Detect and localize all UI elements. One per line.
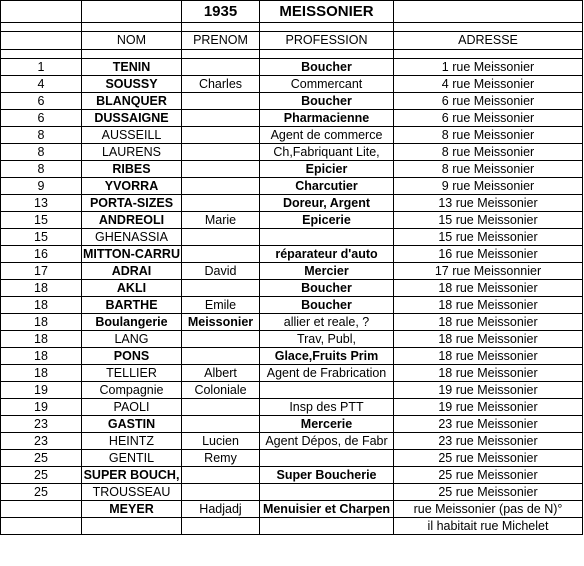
title-year[interactable]: 1935	[182, 1, 260, 23]
table-row	[1, 93, 583, 110]
cell-nom[interactable]: HEINTZ	[82, 433, 182, 450]
cell-prenom[interactable]	[182, 518, 260, 535]
blank-row	[1, 23, 583, 32]
cell-profession[interactable]: Super Boucherie	[260, 467, 394, 484]
cell-profession[interactable]: Trav, Publ,	[260, 331, 394, 348]
cell-num[interactable]: 6	[1, 110, 82, 127]
cell-adresse[interactable]: 18 rue Meissonier	[394, 297, 583, 314]
cell-num[interactable]: 18	[1, 348, 82, 365]
cell-prenom[interactable]	[182, 178, 260, 195]
cell-nom[interactable]: PORTA-SIZES	[82, 195, 182, 212]
cell-profession[interactable]: Agent Dépos, de Fabr	[260, 433, 394, 450]
cell-profession[interactable]: allier et reale, ?	[260, 314, 394, 331]
table-row	[1, 416, 583, 433]
cell-nom[interactable]: SUPER BOUCH,	[82, 467, 182, 484]
cell-profession[interactable]: Ch,Fabriquant Lite,	[260, 144, 394, 161]
cell-nom[interactable]: GASTIN	[82, 416, 182, 433]
cell-nom[interactable]: AKLI	[82, 280, 182, 297]
table-row	[1, 212, 583, 229]
table-row	[1, 195, 583, 212]
table-row	[1, 484, 583, 501]
cell-num[interactable]: 8	[1, 127, 82, 144]
cell-adresse[interactable]: 9 rue Meissonier	[394, 178, 583, 195]
cell[interactable]	[394, 50, 583, 59]
cell-prenom[interactable]: Coloniale	[182, 382, 260, 399]
cell-prenom[interactable]: Albert	[182, 365, 260, 382]
cell-nom[interactable]: GENTIL	[82, 450, 182, 467]
table-row	[1, 297, 583, 314]
header-profession[interactable]: PROFESSION	[260, 32, 394, 50]
cell-prenom[interactable]: Meissonier	[182, 314, 260, 331]
cell-nom[interactable]: GHENASSIA	[82, 229, 182, 246]
cell-num[interactable]: 25	[1, 467, 82, 484]
cell-profession[interactable]: Glace,Fruits Prim	[260, 348, 394, 365]
cell-adresse[interactable]: 18 rue Meissonier	[394, 280, 583, 297]
cell-num[interactable]: 16	[1, 246, 82, 263]
cell-profession[interactable]: Insp des PTT	[260, 399, 394, 416]
cell-num[interactable]: 25	[1, 450, 82, 467]
cell-adresse[interactable]: 8 rue Meissonier	[394, 144, 583, 161]
table-row	[1, 501, 583, 518]
cell[interactable]	[260, 23, 394, 32]
title-street[interactable]: MEISSONIER	[260, 1, 394, 23]
cell-adresse[interactable]: 6 rue Meissonier	[394, 110, 583, 127]
header-nom[interactable]: NOM	[82, 32, 182, 50]
cell-num[interactable]: 23	[1, 416, 82, 433]
cell[interactable]	[82, 1, 182, 23]
cell-prenom[interactable]: David	[182, 263, 260, 280]
table-row	[1, 280, 583, 297]
cell-nom[interactable]: SOUSSY	[82, 76, 182, 93]
cell-adresse[interactable]: 1 rue Meissonier	[394, 59, 583, 76]
cell-nom[interactable]: BARTHE	[82, 297, 182, 314]
cell-adresse[interactable]: 25 rue Meissonier	[394, 484, 583, 501]
cell-profession[interactable]	[260, 382, 394, 399]
cell-profession[interactable]: réparateur d'auto	[260, 246, 394, 263]
cell-num[interactable]: 15	[1, 212, 82, 229]
cell-num[interactable]: 25	[1, 484, 82, 501]
cell-profession[interactable]: Pharmacienne	[260, 110, 394, 127]
cell-num[interactable]: 17	[1, 263, 82, 280]
cell-adresse[interactable]: 19 rue Meissonier	[394, 382, 583, 399]
cell[interactable]	[1, 1, 82, 23]
cell-adresse[interactable]: 18 rue Meissonier	[394, 365, 583, 382]
cell-profession[interactable]: Mercier	[260, 263, 394, 280]
cell-nom[interactable]: TENIN	[82, 59, 182, 76]
cell-profession[interactable]: Boucher	[260, 59, 394, 76]
cell-prenom[interactable]	[182, 110, 260, 127]
cell-nom[interactable]: RIBES	[82, 161, 182, 178]
cell-prenom[interactable]: Remy	[182, 450, 260, 467]
cell-adresse[interactable]: 4 rue Meissonier	[394, 76, 583, 93]
sheet-body	[1, 1, 583, 535]
table-row	[1, 399, 583, 416]
cell-adresse[interactable]: 15 rue Meissonier	[394, 229, 583, 246]
cell-num[interactable]: 13	[1, 195, 82, 212]
table-row	[1, 59, 583, 76]
table-row	[1, 110, 583, 127]
cell[interactable]	[182, 50, 260, 59]
cell-adresse[interactable]: 23 rue Meissonier	[394, 433, 583, 450]
cell[interactable]	[82, 23, 182, 32]
cell-adresse[interactable]: 13 rue Meissonier	[394, 195, 583, 212]
cell-prenom[interactable]	[182, 144, 260, 161]
cell-num[interactable]: 18	[1, 314, 82, 331]
cell-prenom[interactable]: Emile	[182, 297, 260, 314]
cell-prenom[interactable]	[182, 348, 260, 365]
cell-nom[interactable]: PONS	[82, 348, 182, 365]
cell-nom[interactable]: ADRAI	[82, 263, 182, 280]
cell-num[interactable]: 15	[1, 229, 82, 246]
cell-adresse[interactable]: 23 rue Meissonier	[394, 416, 583, 433]
cell-prenom[interactable]	[182, 161, 260, 178]
table-row	[1, 382, 583, 399]
cell-prenom[interactable]: Hadjadj	[182, 501, 260, 518]
cell-num[interactable]: 1	[1, 59, 82, 76]
table-row	[1, 314, 583, 331]
table-row	[1, 467, 583, 484]
cell-profession[interactable]	[260, 229, 394, 246]
cell-num[interactable]: 8	[1, 144, 82, 161]
cell[interactable]	[394, 23, 583, 32]
cell-adresse[interactable]: 8 rue Meissonier	[394, 161, 583, 178]
cell-prenom[interactable]	[182, 59, 260, 76]
cell-profession[interactable]: Boucher	[260, 93, 394, 110]
cell-nom[interactable]: TELLIER	[82, 365, 182, 382]
cell-profession[interactable]: Agent de Frabrication	[260, 365, 394, 382]
cell-nom[interactable]: PAOLI	[82, 399, 182, 416]
table-row	[1, 127, 583, 144]
cell-profession[interactable]	[260, 518, 394, 535]
cell-num[interactable]: 8	[1, 161, 82, 178]
table-row	[1, 161, 583, 178]
table-row	[1, 229, 583, 246]
cell-prenom[interactable]	[182, 416, 260, 433]
cell-adresse[interactable]: 16 rue Meissonier	[394, 246, 583, 263]
cell-adresse[interactable]: 6 rue Meissonier	[394, 93, 583, 110]
table-row	[1, 331, 583, 348]
cell-num[interactable]: 19	[1, 399, 82, 416]
cell[interactable]	[82, 50, 182, 59]
cell-adresse[interactable]: 15 rue Meissonier	[394, 212, 583, 229]
table-row	[1, 365, 583, 382]
cell-nom[interactable]: AUSSEILL	[82, 127, 182, 144]
cell-profession[interactable]: Boucher	[260, 297, 394, 314]
cell[interactable]	[182, 23, 260, 32]
cell-nom[interactable]: LAURENS	[82, 144, 182, 161]
cell-nom[interactable]: Boulangerie	[82, 314, 182, 331]
header-num[interactable]	[1, 32, 82, 50]
cell[interactable]	[394, 1, 583, 23]
cell-num[interactable]: 19	[1, 382, 82, 399]
header-adresse[interactable]: ADRESSE	[394, 32, 583, 50]
cell-profession[interactable]: Epicier	[260, 161, 394, 178]
table-row	[1, 246, 583, 263]
table-row	[1, 178, 583, 195]
cell-num[interactable]: 9	[1, 178, 82, 195]
cell[interactable]	[1, 50, 82, 59]
cell-prenom[interactable]	[182, 399, 260, 416]
cell-adresse[interactable]: 18 rue Meissonier	[394, 348, 583, 365]
cell-nom[interactable]: TROUSSEAU	[82, 484, 182, 501]
cell-profession[interactable]: Epicerie	[260, 212, 394, 229]
cell-profession[interactable]: Agent de commerce	[260, 127, 394, 144]
cell[interactable]	[260, 50, 394, 59]
cell-prenom[interactable]	[182, 280, 260, 297]
cell-profession[interactable]: Doreur, Argent	[260, 195, 394, 212]
cell-nom[interactable]: YVORRA	[82, 178, 182, 195]
cell-nom[interactable]: LANG	[82, 331, 182, 348]
cell-adresse[interactable]: 17 rue Meissonnier	[394, 263, 583, 280]
cell-nom[interactable]: ANDREOLI	[82, 212, 182, 229]
table-row	[1, 263, 583, 280]
cell-nom[interactable]: MEYER	[82, 501, 182, 518]
cell-prenom[interactable]: Marie	[182, 212, 260, 229]
cell-profession[interactable]: Boucher	[260, 280, 394, 297]
cell-adresse[interactable]: rue Meissonier (pas de N)°	[394, 501, 583, 518]
cell-adresse[interactable]: 19 rue Meissonier	[394, 399, 583, 416]
cell-num[interactable]: 6	[1, 93, 82, 110]
cell-prenom[interactable]	[182, 127, 260, 144]
cell-prenom[interactable]: Charles	[182, 76, 260, 93]
cell-profession[interactable]: Charcutier	[260, 178, 394, 195]
cell-prenom[interactable]	[182, 93, 260, 110]
cell-adresse[interactable]: 25 rue Meissonier	[394, 450, 583, 467]
cell-num[interactable]: 18	[1, 297, 82, 314]
table-row	[1, 518, 583, 535]
table-row	[1, 144, 583, 161]
table-row	[1, 433, 583, 450]
cell-nom[interactable]	[82, 518, 182, 535]
cell-prenom[interactable]	[182, 484, 260, 501]
cell-num[interactable]: 4	[1, 76, 82, 93]
cell-num[interactable]: 18	[1, 331, 82, 348]
cell-prenom[interactable]	[182, 229, 260, 246]
cell-prenom[interactable]	[182, 246, 260, 263]
cell-num[interactable]: 18	[1, 365, 82, 382]
cell-nom[interactable]: BLANQUER	[82, 93, 182, 110]
cell-adresse[interactable]: 18 rue Meissonier	[394, 331, 583, 348]
header-row	[1, 32, 583, 50]
cell-num[interactable]	[1, 518, 82, 535]
cell-prenom[interactable]	[182, 195, 260, 212]
cell-prenom[interactable]	[182, 467, 260, 484]
cell-num[interactable]: 23	[1, 433, 82, 450]
cell-profession[interactable]: Mercerie	[260, 416, 394, 433]
cell-prenom[interactable]: Lucien	[182, 433, 260, 450]
cell-adresse[interactable]: 25 rue Meissonier	[394, 467, 583, 484]
cell-adresse[interactable]: 8 rue Meissonier	[394, 127, 583, 144]
table-row	[1, 450, 583, 467]
cell-profession[interactable]: Commercant	[260, 76, 394, 93]
table-row	[1, 348, 583, 365]
cell-profession[interactable]	[260, 450, 394, 467]
cell-nom[interactable]: MITTON-CARRU	[83, 246, 180, 261]
header-prenom[interactable]: PRENOM	[182, 32, 260, 50]
cell-profession[interactable]	[260, 484, 394, 501]
title-row	[1, 1, 583, 23]
cell-nom[interactable]: DUSSAIGNE	[82, 110, 182, 127]
cell-adresse[interactable]: il habitait rue Michelet	[394, 518, 583, 535]
cell-profession[interactable]: Menuisier et Charpen	[260, 501, 394, 518]
cell-nom[interactable]: Compagnie	[82, 382, 182, 399]
table-row	[1, 76, 583, 93]
blank-row	[1, 50, 583, 59]
cell-prenom[interactable]	[182, 331, 260, 348]
cell[interactable]	[1, 23, 82, 32]
cell-num[interactable]	[1, 501, 82, 518]
cell-num[interactable]: 18	[1, 280, 82, 297]
cell-adresse[interactable]: 18 rue Meissonier	[394, 314, 583, 331]
